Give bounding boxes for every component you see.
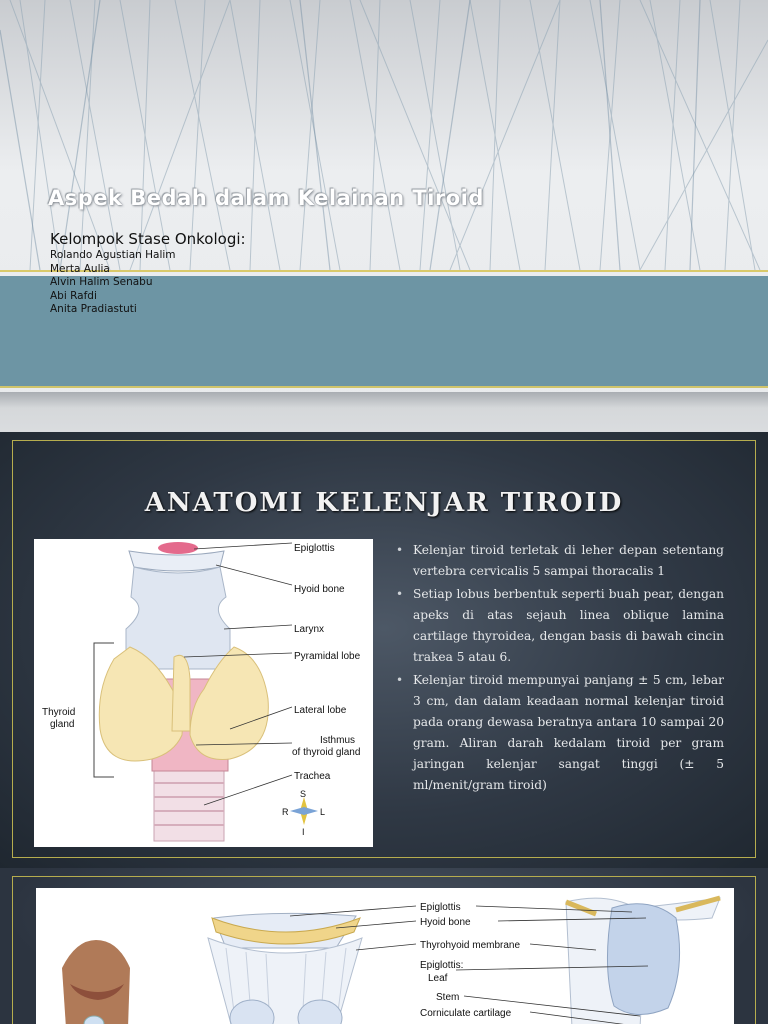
slide-bottom-area <box>0 392 768 432</box>
label-thyroid: Thyroid <box>42 707 76 718</box>
member-name: Merta Aulia <box>50 262 110 275</box>
member-name: Rolando Agustian Halim <box>50 249 176 261</box>
slide-title: ANATOMI KELENJAR TIROID <box>144 488 624 518</box>
bullet-item: • Setiap lobus berbentuk seperti buah pear, dengan apeks di atas sejauh linea oblique lamina cartilage thyroidea, dengan basis di bawah cincin trakea 5 atau 6. <box>396 584 724 668</box>
label-thyrohyoid-membrane: Thyrohyoid membrane <box>420 940 521 951</box>
anatomy-slide <box>0 432 768 868</box>
larynx-anatomy-diagram <box>36 888 734 1024</box>
label-isthmus: Isthmus <box>320 735 356 746</box>
label-epiglottis: Epiglottis <box>294 543 335 554</box>
label-stem: Stem <box>436 992 460 1003</box>
larynx-illustration <box>36 888 734 1024</box>
compass-icon <box>282 789 325 837</box>
label-pyramidal-lobe: Pyramidal lobe <box>294 651 361 662</box>
label-gland: gland <box>50 719 75 730</box>
label-corniculate-cartilage: Corniculate cartilage <box>420 1008 512 1019</box>
label-hyoid-bone: Hyoid bone <box>420 917 471 928</box>
member-name: Anita Pradiastuti <box>50 303 137 315</box>
label-epiglottis: Epiglottis <box>420 902 461 913</box>
label-trachea: Trachea <box>294 771 331 782</box>
member-name: Abi Rafdi <box>50 289 97 302</box>
bullet-list <box>396 540 724 798</box>
label-larynx: Larynx <box>294 624 325 635</box>
larynx-slide <box>0 868 768 1024</box>
thyroid-anatomy-diagram <box>34 539 373 847</box>
thyroid-illustration <box>34 539 373 847</box>
bullet-item: • Kelenjar tiroid mempunyai panjang ± 5 cm, lebar 3 cm, dan dalam keadaan normal kelenjar tiroid pada orang dewasa beratnya antara 10 sampai 20 gram. Aliran darah kedalam tiroid per gram jaringan kelenjar sangat tinggi (± 5 ml/menit/gram tiroid) <box>396 670 724 796</box>
label-epiglottis-parts: Epiglottis: <box>420 960 464 971</box>
band-bottom-rule <box>0 386 768 388</box>
compass-l: L <box>320 807 326 817</box>
presentation-title: Aspek Bedah dalam Kelainan Tiroid <box>48 186 484 210</box>
compass-s: S <box>300 789 307 799</box>
member-list <box>50 249 176 317</box>
group-label: Kelompok Stase Onkologi: <box>50 230 246 248</box>
label-lateral-lobe: Lateral lobe <box>294 705 347 716</box>
label-hyoid-bone: Hyoid bone <box>294 584 345 595</box>
compass-i: I <box>302 827 305 837</box>
title-slide <box>0 0 768 432</box>
member-name: Alvin Halim Senabu <box>50 276 153 288</box>
label-leaf: Leaf <box>428 973 448 984</box>
compass-r: R <box>282 807 289 817</box>
label-isthmus-sub: of thyroid gland <box>292 747 361 758</box>
bullet-item: • Kelenjar tiroid terletak di leher depan setentang vertebra cervicalis 5 sampai thoracalis 1 <box>396 540 724 582</box>
